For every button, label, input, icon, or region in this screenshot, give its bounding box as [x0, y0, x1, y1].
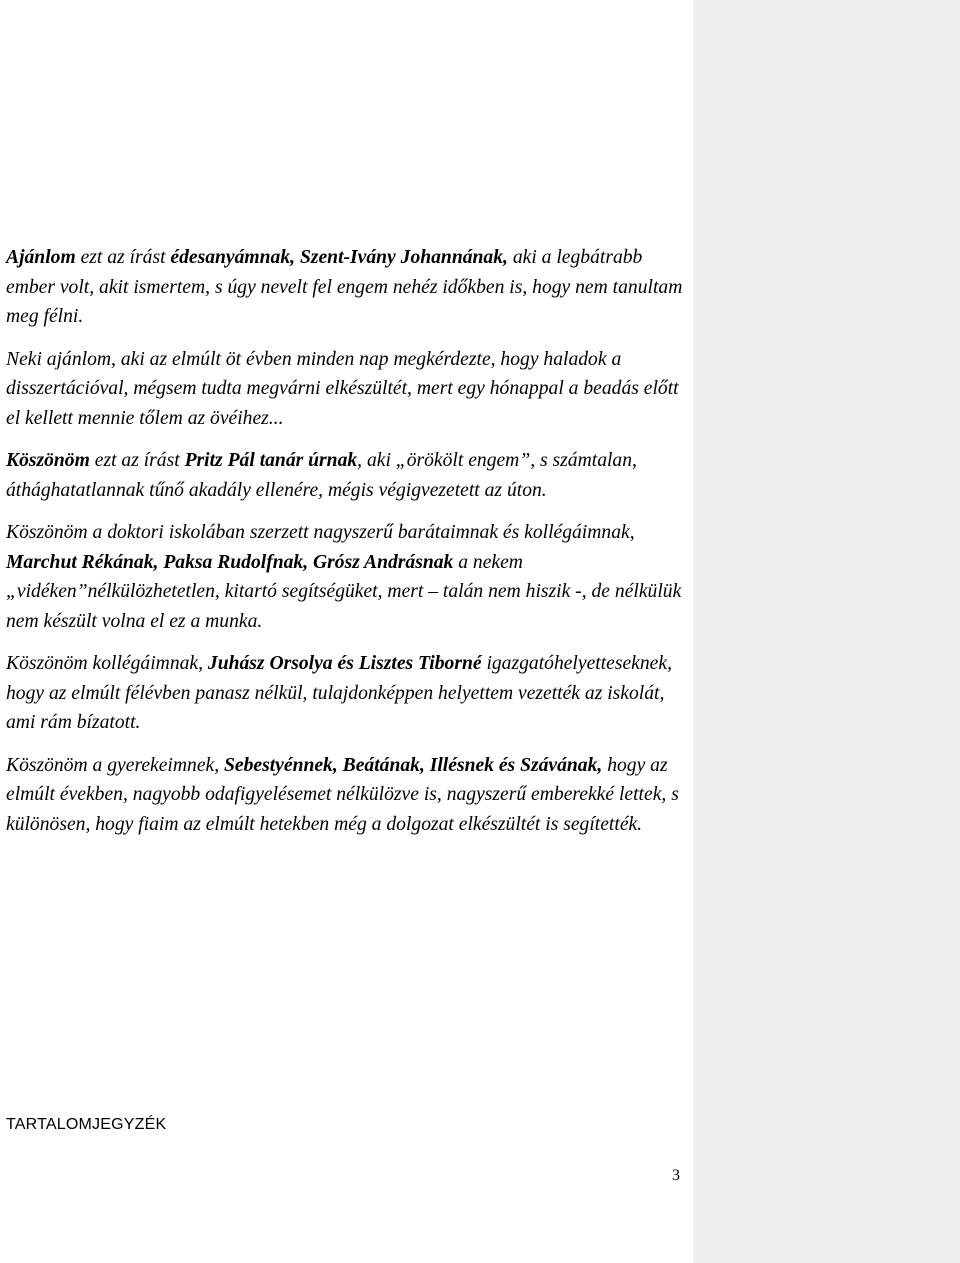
- text-run: hogy az elmúlt években, nagyobb odafigyelésemet nélkülözve is, nagyszerű emberekké lettek, s különösen, hogy fiaim az elmúlt hetekben még a dolgozat elkészültét is segítették.: [6, 754, 679, 835]
- text-run: , aki „örökölt engem”, s számtalan, áthághatatlannak tűnő akadály ellenére, mégis végigvezetett az úton.: [6, 450, 637, 501]
- text-run: Sebestyénnek, Beátának, Illésnek és Szávának,: [224, 754, 603, 776]
- text-run: Juhász Orsolya és Lisztes Tiborné: [207, 653, 482, 674]
- dedication-mother-paragraph: [6, 243, 690, 332]
- text-run: Neki ajánlom, aki az elmúlt öt évben minden nap megkérdezte, hogy haladok a disszertációval, mégsem tudta megvárni elkészültét, mert egy hónappal a beadás előtt el kellett mennie tőlem az övéihez...: [6, 348, 679, 429]
- text-run: édesanyámnak, Szent-Ivány Johannának,: [170, 247, 508, 268]
- text-run: a nekem „vidéken”nélkülözhetetlen, kitartó segítségüket, mert – talán nem hiszik -, de nélkülük nem készült volna el ez a munka.: [6, 551, 682, 632]
- text-run: ezt az írást: [75, 247, 171, 268]
- comment-margin-pane: [693, 0, 960, 1263]
- text-run: ezt az írást: [89, 450, 185, 471]
- text-run: aki a legbátrabb ember volt, akit ismertem, s úgy nevelt fel engem nehéz időkben is, hogy nem tanultam meg félni.: [6, 247, 683, 327]
- thanks-children-paragraph: [6, 751, 690, 840]
- thanks-friends-paragraph: [6, 518, 690, 636]
- dedication-other-paragraph: [6, 345, 690, 434]
- text-run: Köszönöm a gyerekeimnek,: [6, 754, 225, 776]
- text-run: Köszönöm: [6, 450, 90, 471]
- text-run: Pritz Pál tanár úrnak: [184, 450, 358, 471]
- page-number: 3: [672, 1167, 680, 1184]
- text-run: igazgatóhelyetteseknek, hogy az elmúlt félévben panasz nélkül, tulajdonképpen helyettem vezették az iskolát, ami rám bízatott.: [6, 653, 672, 733]
- text-run: Ajánlom: [6, 247, 76, 268]
- thanks-colleagues-paragraph: [6, 649, 690, 738]
- toc-heading: TARTALOMJEGYZÉK: [6, 1116, 167, 1133]
- text-run: Köszönöm a doktori iskolában szerzett nagyszerű barátaimnak és kollégáimnak,: [6, 522, 635, 543]
- acknowledgements-section: [6, 243, 690, 852]
- thanks-supervisor-paragraph: [6, 446, 690, 505]
- text-run: Köszönöm kollégáimnak,: [6, 653, 208, 674]
- text-run: Marchut Rékának, Paksa Rudolfnak, Grósz Andrásnak: [6, 551, 454, 573]
